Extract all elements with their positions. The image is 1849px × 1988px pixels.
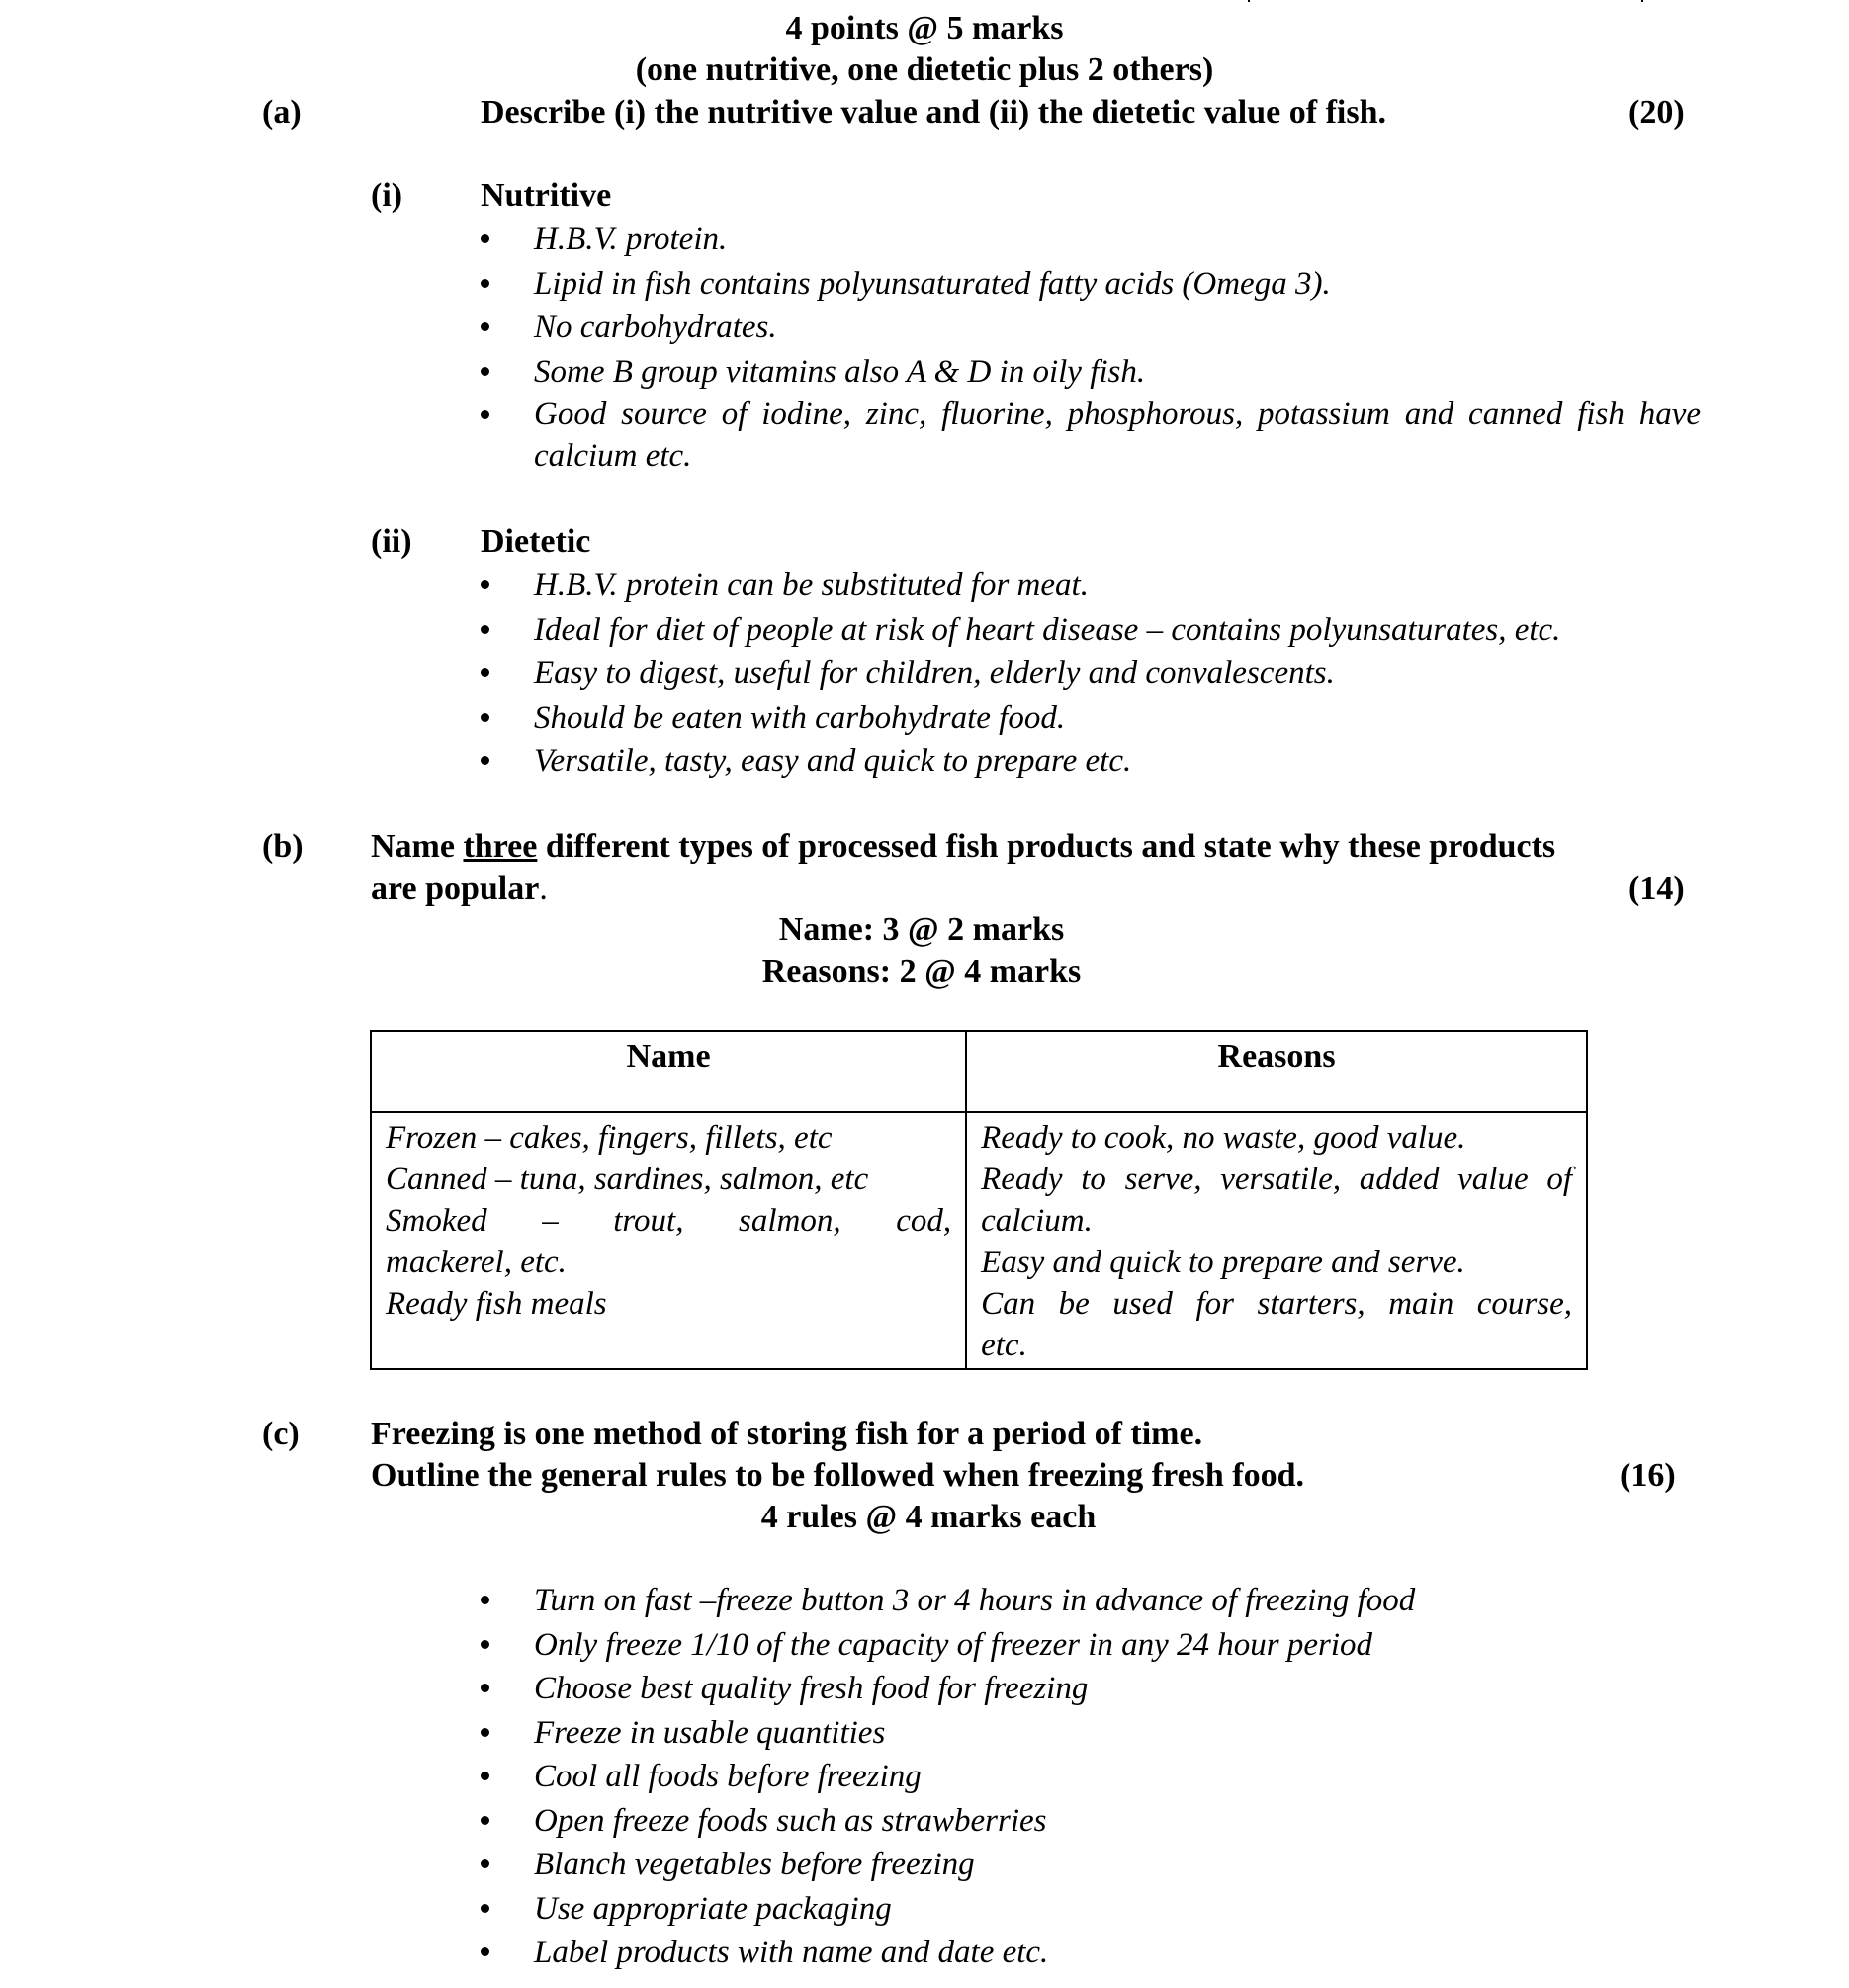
bullet-icon bbox=[481, 756, 489, 765]
dietetic-item-text: Versatile, tasty, easy and quick to prepare etc. bbox=[534, 743, 1132, 779]
part-c-label: (c) bbox=[262, 1416, 300, 1452]
table-header-name: Name bbox=[371, 1031, 966, 1112]
bullet-icon bbox=[481, 279, 489, 288]
part-c-scheme: 4 rules @ 4 marks each bbox=[760, 1499, 1097, 1535]
list-item bbox=[481, 1579, 1415, 1623]
table-cell-reasons bbox=[966, 1112, 1587, 1369]
list-item bbox=[481, 262, 1701, 306]
part-b-scheme-line-2: Reasons: 2 @ 4 marks bbox=[761, 953, 1082, 990]
part-c-marks: (16) bbox=[1620, 1457, 1676, 1494]
bullet-icon bbox=[481, 1816, 489, 1825]
dietetic-item-text: Easy to digest, useful for children, elderly and convalescents. bbox=[534, 655, 1335, 691]
name-line: Canned – tuna, sardines, salmon, etc bbox=[386, 1162, 869, 1197]
marks-scheme-line-1: 4 points @ 5 marks bbox=[785, 10, 1064, 46]
bullet-icon bbox=[481, 580, 489, 589]
bullet-icon bbox=[481, 234, 489, 243]
list-item bbox=[481, 1755, 1415, 1799]
list-item bbox=[481, 1667, 1415, 1711]
part-b-question-line-2 bbox=[371, 872, 548, 906]
cut-off-bracket-left bbox=[1248, 0, 1250, 2]
list-item bbox=[481, 739, 1560, 784]
freezing-rules-list bbox=[481, 1579, 1415, 1975]
rule-text: Only freeze 1/10 of the capacity of freezer in any 24 hour period bbox=[534, 1626, 1373, 1663]
bullet-icon bbox=[481, 1859, 489, 1868]
bullet-icon bbox=[481, 1596, 489, 1604]
nutritive-item-text: Some B group vitamins also A & D in oily fish. bbox=[534, 353, 1146, 389]
list-item bbox=[481, 651, 1560, 696]
bullet-icon bbox=[481, 367, 489, 376]
rule-text: Freeze in usable quantities bbox=[534, 1714, 886, 1751]
rule-text: Use appropriate packaging bbox=[534, 1890, 892, 1927]
processed-fish-table bbox=[370, 1030, 1588, 1370]
part-b-question-post: different types of processed fish products and state why these products bbox=[537, 828, 1556, 865]
bullet-icon bbox=[481, 1684, 489, 1692]
rule-text: Turn on fast –freeze button 3 or 4 hours in advance of freezing food bbox=[534, 1583, 1416, 1618]
reason-line: Can be used for starters, main course, bbox=[981, 1286, 1572, 1322]
marks-scheme-line-2: (one nutritive, one dietetic plus 2 others) bbox=[635, 51, 1214, 88]
table-header-row bbox=[371, 1031, 1587, 1112]
dietetic-item-text: H.B.V. protein can be substituted for meat. bbox=[534, 567, 1089, 603]
part-b-question-line-2-end: . bbox=[539, 870, 548, 907]
cut-off-bracket-right bbox=[1641, 0, 1643, 2]
part-b-question-emphasis: three bbox=[463, 828, 538, 865]
part-a-marks: (20) bbox=[1629, 94, 1685, 130]
rule-text: Cool all foods before freezing bbox=[534, 1759, 922, 1794]
dietetic-label: (ii) bbox=[371, 523, 412, 560]
reason-line: Ready to serve, versatile, added value of bbox=[981, 1162, 1572, 1197]
part-a-question: Describe (i) the nutritive value and (ii) the dietetic value of fish. bbox=[481, 94, 1386, 130]
nutritive-heading: Nutritive bbox=[481, 177, 612, 214]
nutritive-item-text: Lipid in fish contains polyunsaturated fatty acids (Omega 3). bbox=[534, 265, 1331, 302]
dietetic-list bbox=[481, 563, 1560, 784]
nutritive-list bbox=[481, 217, 1701, 476]
bullet-icon bbox=[481, 625, 489, 634]
list-item bbox=[481, 1843, 1415, 1887]
part-a-label: (a) bbox=[262, 94, 302, 130]
dietetic-item-text: Ideal for diet of people at risk of heart disease – contains polyunsaturates, etc. bbox=[534, 611, 1561, 648]
dietetic-heading: Dietetic bbox=[481, 523, 591, 560]
list-item bbox=[481, 1623, 1415, 1668]
list-item bbox=[481, 1887, 1415, 1932]
list-item bbox=[481, 217, 1701, 262]
list-item bbox=[481, 393, 1701, 476]
nutritive-item-text: No carbohydrates. bbox=[534, 309, 777, 345]
bullet-icon bbox=[481, 713, 489, 722]
part-b-question-pre: Name bbox=[371, 828, 464, 865]
list-item bbox=[481, 1931, 1415, 1975]
table-header-reasons: Reasons bbox=[966, 1031, 1587, 1112]
rule-text: Choose best quality fresh food for freezing bbox=[534, 1671, 1089, 1706]
bullet-icon bbox=[481, 1728, 489, 1737]
name-line: mackerel, etc. bbox=[386, 1245, 567, 1280]
name-line: Ready fish meals bbox=[386, 1286, 607, 1322]
list-item bbox=[481, 1799, 1415, 1844]
list-item bbox=[481, 696, 1560, 740]
list-item bbox=[481, 608, 1560, 652]
list-item bbox=[481, 350, 1701, 394]
bullet-icon bbox=[481, 410, 489, 419]
part-b-question-line-1 bbox=[371, 830, 1555, 864]
reason-line: calcium. bbox=[981, 1203, 1093, 1239]
part-b-marks: (14) bbox=[1629, 870, 1685, 907]
name-line: Smoked – trout, salmon, cod, bbox=[386, 1203, 952, 1239]
name-line: Frozen – cakes, fingers, fillets, etc bbox=[386, 1120, 833, 1156]
part-c-question-line-2: Outline the general rules to be followed when freezing fresh food. bbox=[371, 1457, 1305, 1494]
table-cell-names bbox=[371, 1112, 966, 1369]
bullet-icon bbox=[481, 1772, 489, 1780]
part-b-question-line-2-text: are popular bbox=[371, 870, 540, 907]
part-c-question-line-1: Freezing is one method of storing fish for a period of time. bbox=[371, 1416, 1203, 1452]
rule-text: Label products with name and date etc. bbox=[534, 1935, 1049, 1970]
reason-line: Ready to cook, no waste, good value. bbox=[981, 1120, 1466, 1156]
nutritive-item-text: H.B.V. protein. bbox=[534, 221, 728, 257]
table-row bbox=[371, 1112, 1587, 1369]
part-b-label: (b) bbox=[262, 828, 304, 865]
list-item bbox=[481, 563, 1560, 608]
bullet-icon bbox=[481, 322, 489, 331]
bullet-icon bbox=[481, 1904, 489, 1913]
bullet-icon bbox=[481, 1640, 489, 1649]
nutritive-item-text: Good source of iodine, zinc, fluorine, phosphorous, potassium and canned fish have calcium etc. bbox=[534, 396, 1701, 474]
part-b-scheme-line-1: Name: 3 @ 2 marks bbox=[778, 911, 1065, 948]
bullet-icon bbox=[481, 1947, 489, 1956]
rule-text: Open freeze foods such as strawberries bbox=[534, 1802, 1047, 1839]
bullet-icon bbox=[481, 668, 489, 677]
reason-line: etc. bbox=[981, 1328, 1027, 1363]
nutritive-label: (i) bbox=[371, 177, 403, 214]
reason-line: Easy and quick to prepare and serve. bbox=[981, 1245, 1465, 1280]
rule-text: Blanch vegetables before freezing bbox=[534, 1847, 975, 1882]
list-item bbox=[481, 305, 1701, 350]
dietetic-item-text: Should be eaten with carbohydrate food. bbox=[534, 699, 1066, 735]
list-item bbox=[481, 1711, 1415, 1756]
